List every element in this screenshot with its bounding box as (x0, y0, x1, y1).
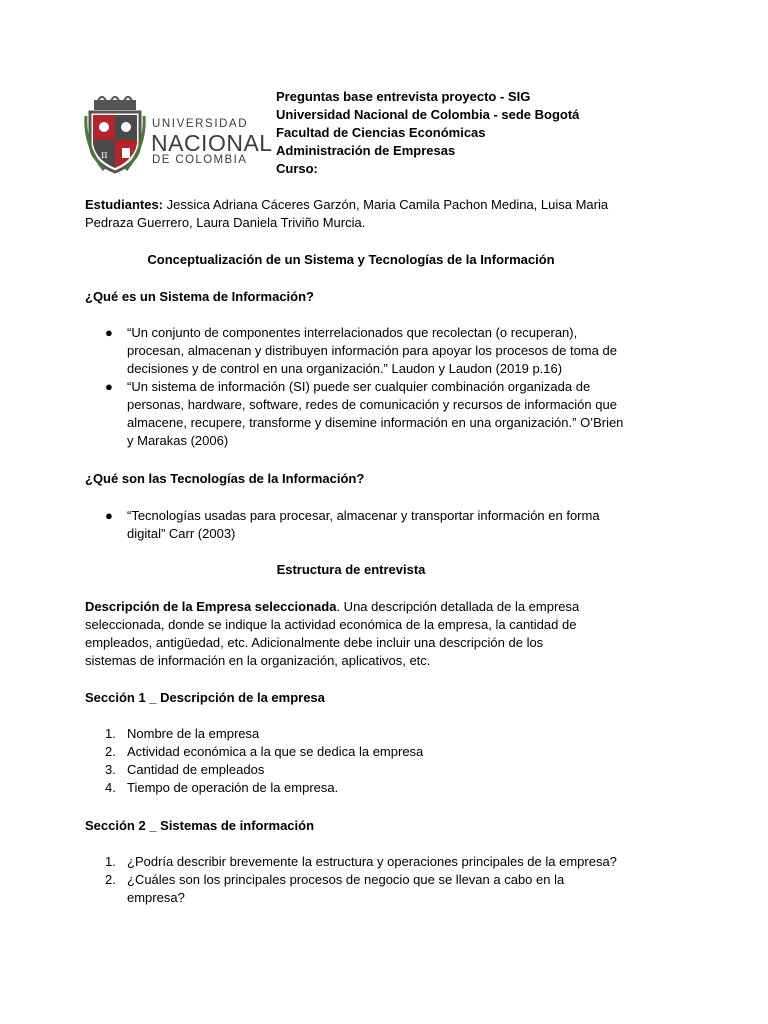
section-2-list (85, 853, 645, 907)
item-text: ¿Podría describir brevemente la estructura y operaciones principales de la empresa? (127, 854, 617, 869)
logo-line-3: DE COLOMBIA (152, 154, 248, 166)
question-2-title: ¿Qué son las Tecnologías de la Información? (85, 471, 365, 486)
description-text: . Una descripción detallada de la empresa seleccionada, donde se indique la actividad económica de la empresa, la cantidad de empleados, antigüedad, etc. Adicionalmente debe incluir una descripción de los sistemas de información en la organización, aplicativos, etc. (85, 599, 580, 668)
bullet-text: “Un sistema de información (SI) puede ser cualquier combinación organizada de personas, hardware, software, redes de comunicación y recursos de información que almacene, recupere, transforme y disemine información en una organización.” O’Brien y Marakas (2006) (127, 379, 624, 448)
section-1-list (85, 725, 625, 797)
students-paragraph (85, 196, 625, 232)
item-text: Actividad económica a la que se dedica la empresa (127, 744, 424, 759)
document-header (276, 88, 579, 178)
question-1-bullets (85, 324, 625, 450)
header-course: Curso: (276, 161, 318, 176)
concept-section-title: Conceptualización de un Sistema y Tecnologías de la Información (147, 252, 555, 267)
bullet-icon: ● (105, 508, 113, 523)
list-item: 2. Actividad económica a la que se dedica la empresa (105, 744, 424, 759)
list-item (85, 324, 625, 378)
item-text: Tiempo de operación de la empresa. (127, 780, 339, 795)
list-item: 1. ¿Podría describir brevemente la estructura y operaciones principales de la empresa? (105, 854, 617, 869)
section-1-title: Sección 1 _ Descripción de la empresa (85, 690, 325, 705)
bullet-icon: ● (105, 325, 113, 340)
list-item: 4. Tiempo de operación de la empresa. (105, 780, 339, 795)
item-text: Cantidad de empleados (127, 762, 265, 777)
svg-text:π: π (101, 150, 108, 161)
logo-line-2: NACIONAL (151, 130, 273, 156)
list-item: 2. ¿Cuáles son los principales procesos de negocio que se llevan a cabo en la empresa? (105, 872, 565, 905)
university-seal-icon (84, 96, 146, 176)
header-university: Universidad Nacional de Colombia - sede Bogotá (276, 107, 580, 122)
logo-line-1: UNIVERSIDAD (152, 118, 249, 130)
students-label: Estudiantes: (85, 197, 164, 212)
section-2-title: Sección 2 _ Sistemas de información (85, 818, 315, 833)
list-item: 3. Cantidad de empleados (105, 762, 265, 777)
item-text: ¿Cuáles son los principales procesos de negocio que se llevan a cabo en la empresa? (127, 872, 565, 905)
header-program: Administración de Empresas (276, 143, 456, 158)
structure-section-title: Estructura de entrevista (276, 562, 426, 577)
company-description-paragraph (85, 598, 585, 670)
header-faculty: Facultad de Ciencias Económicas (276, 125, 486, 140)
bullet-icon: ● (105, 379, 113, 394)
list-item (85, 507, 625, 543)
list-item (85, 378, 625, 450)
header-title: Preguntas base entrevista proyecto - SIG (276, 89, 531, 104)
bullet-text: “Un conjunto de componentes interrelacionados que recolectan (o recuperan), procesan, almacenan y distribuyen información para apoyar los procesos de toma de decisiones y de control en una organización.” Laudon y Laudon (2019 p.16) (127, 325, 617, 376)
bullet-text: “Tecnologías usadas para procesar, almacenar y transportar información en forma digital” Carr (2003) (127, 508, 600, 541)
students-names: Jessica Adriana Cáceres Garzón, Maria Camila Pachon Medina, Luisa Maria Pedraza Guerrero, Laura Daniela Triviño Murcia. (85, 197, 609, 230)
university-logo (84, 94, 274, 176)
list-item: 1. Nombre de la empresa (105, 726, 260, 741)
question-2-bullets (85, 507, 625, 543)
description-label: Descripción de la Empresa seleccionada (85, 599, 337, 614)
question-1-title: ¿Qué es un Sistema de Información? (85, 289, 314, 304)
item-text: Nombre de la empresa (127, 726, 260, 741)
